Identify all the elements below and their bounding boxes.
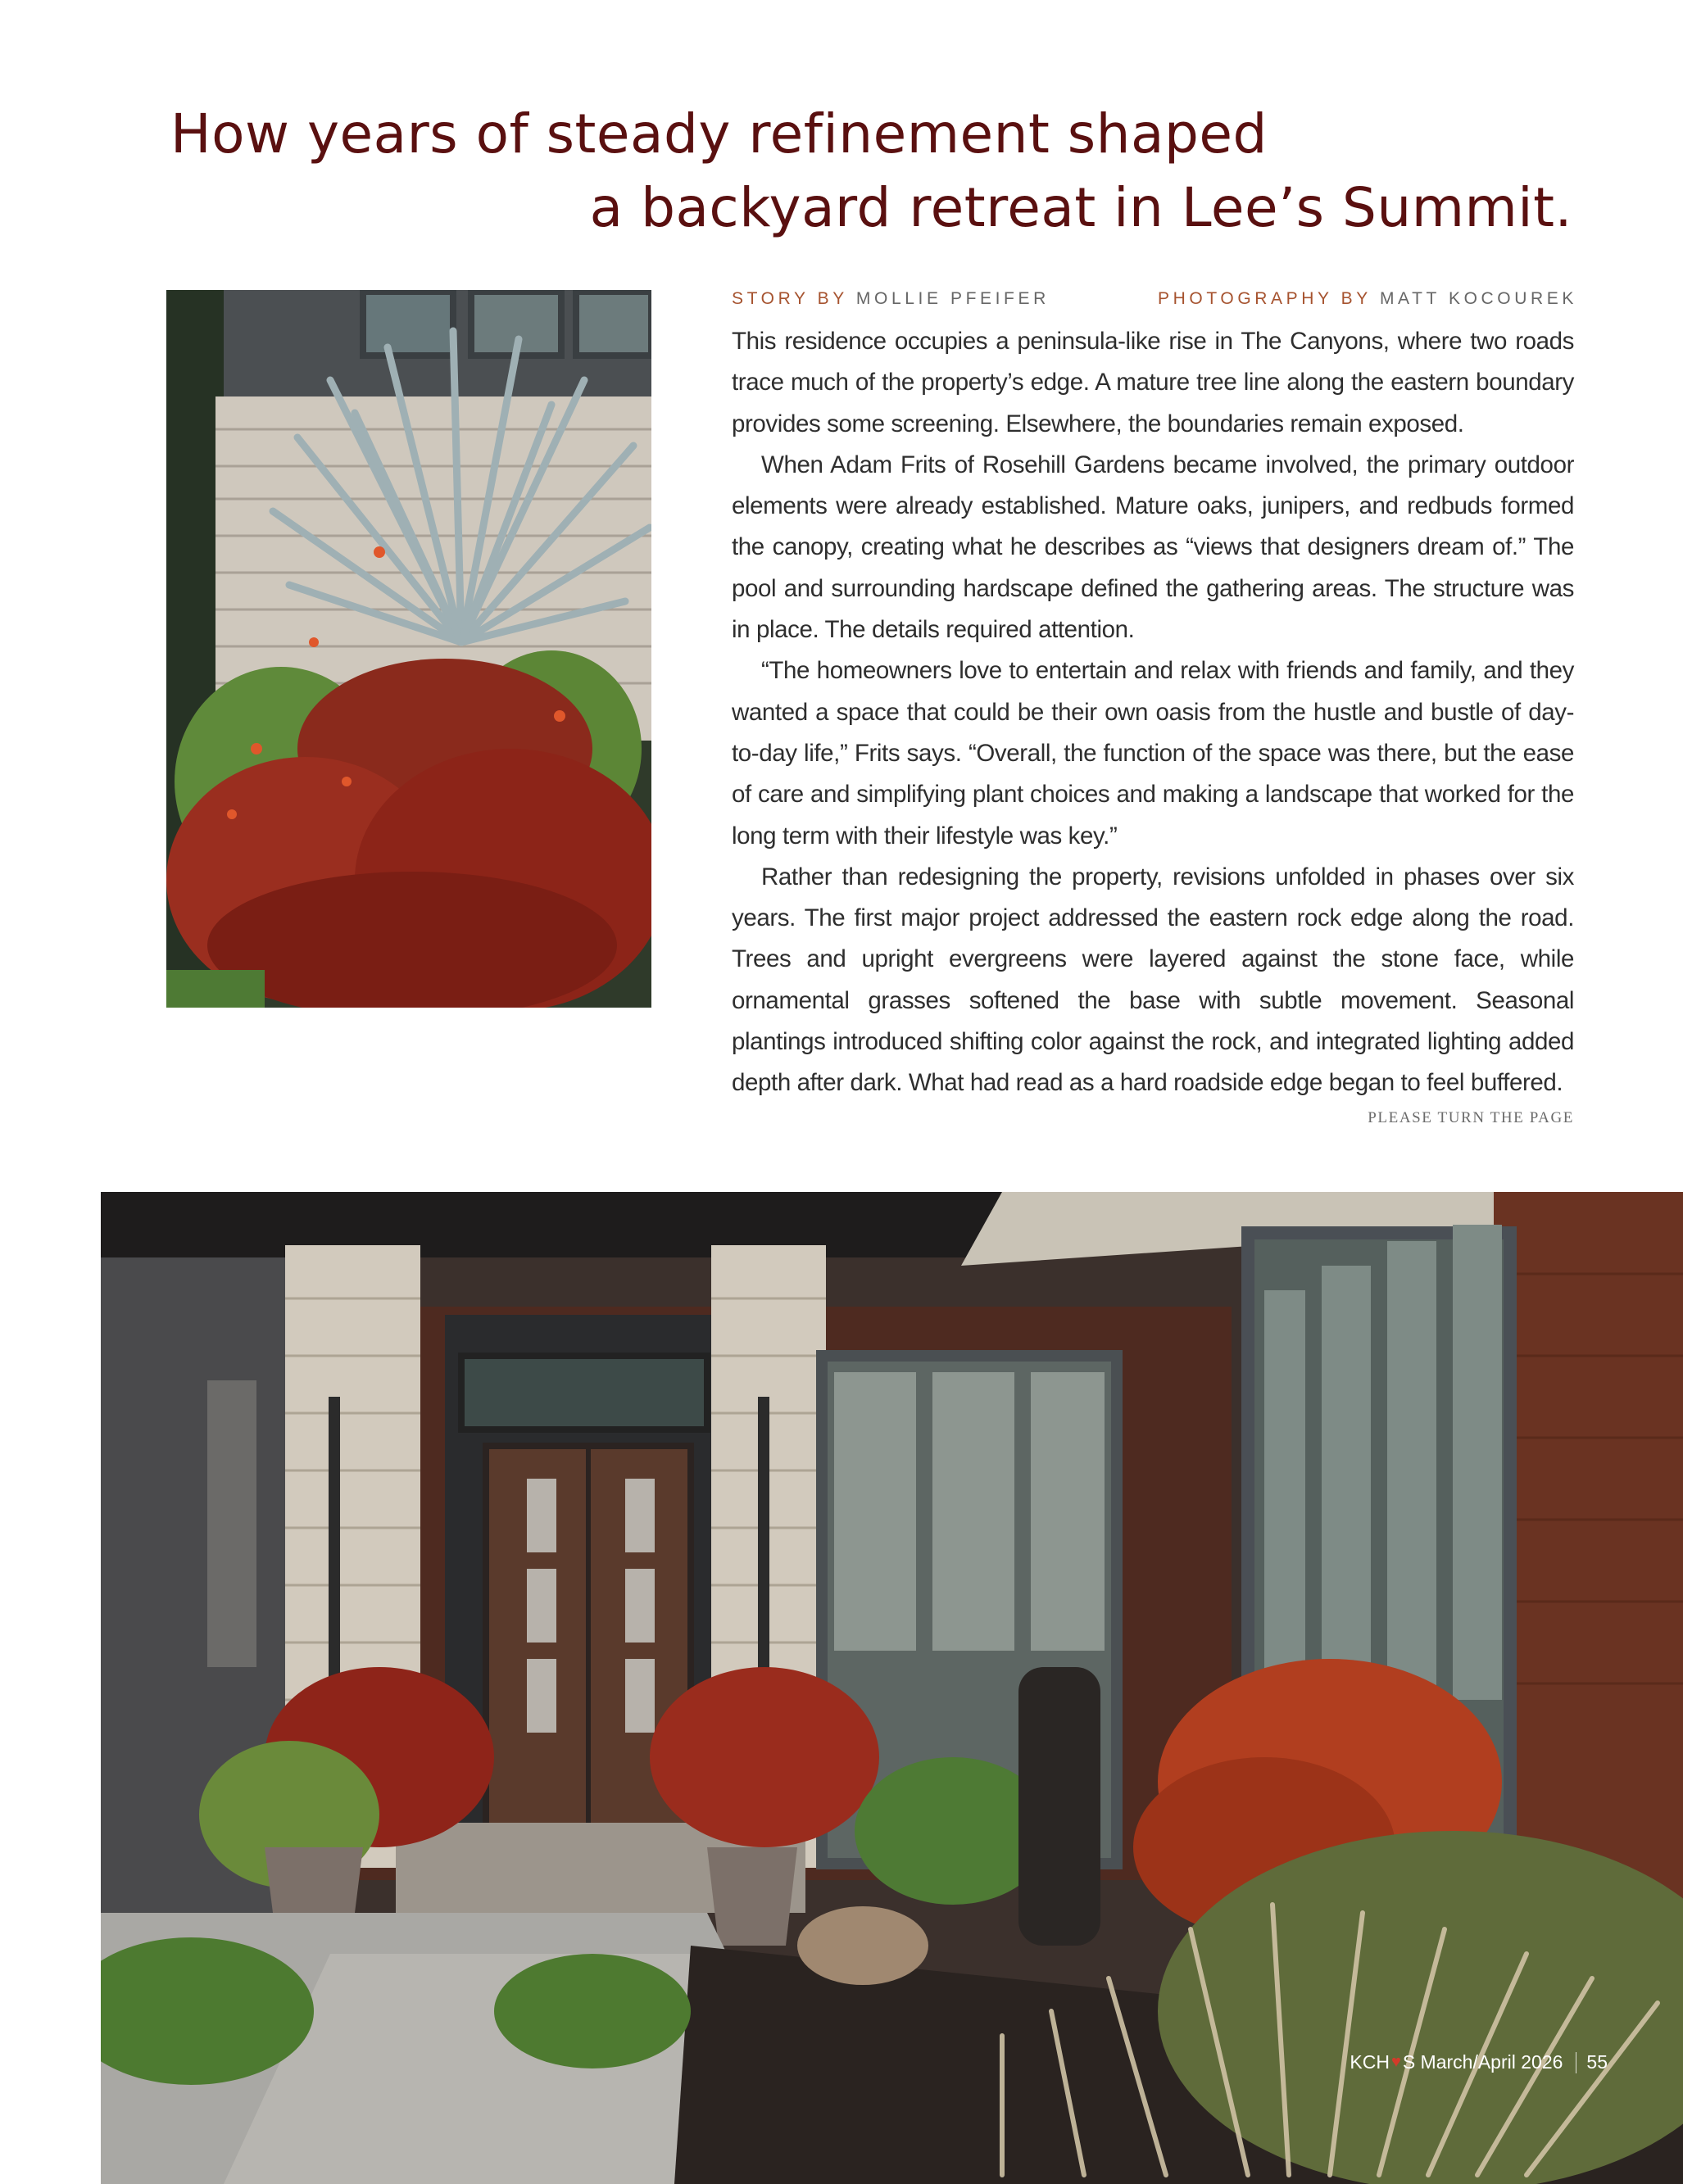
body-paragraph: This residence occupies a peninsula-like rise in The Canyons, where two roads trace much of the property’s edge. A mature tree line along the eastern boundary provides some screening. Elsewhere, the boundaries remain exposed. — [732, 328, 1574, 437]
photo-house-entry-landscape — [101, 1192, 1683, 2184]
body-paragraph: Rather than redesigning the property, revisions unfolded in phases over six years. The first major project addressed the eastern rock edge along the road. Trees and upright evergreens were layered against the stone face, while ornamental grasses softened the base with subtle movement. Seasonal plantings introduced shifting color against the rock, and integrated lighting added depth after dark. What had read as a hard roadside edge began to feel buffered. — [732, 863, 1574, 1097]
article-body — [732, 321, 1574, 1104]
story-credit — [732, 287, 1050, 311]
magazine-logo — [1350, 2051, 1415, 2073]
story-credit-name: MOLLIE PFEIFER — [855, 289, 1050, 308]
continuation-note: PLEASE TURN THE PAGE — [1368, 1109, 1574, 1126]
photography-credit-name: MATT KOCOUREK — [1379, 289, 1577, 308]
headline-line-2: a backyard retreat in Lee’s Summit. — [589, 176, 1572, 239]
heart-icon: ♥ — [1390, 2053, 1401, 2071]
headline-line-1: How years of steady refinement shaped — [170, 102, 1268, 165]
page-number: 55 — [1586, 2051, 1608, 2073]
body-paragraph: “The homeowners love to entertain and relax with friends and family, and they wanted a space that could be their own oasis from the hustle and bustle of day-to-day life,” Frits says. “Overall, the function of the space was there, but the ease of care and simplifying plant choices and making a landscape that worked for the long term with their lifestyle was key.” — [732, 657, 1574, 850]
photo-palm-coleus-planting — [166, 290, 651, 1008]
photography-credit-role: PHOTOGRAPHY BY — [1158, 289, 1372, 308]
photography-credit — [1158, 287, 1577, 311]
magazine-logo-suffix: S — [1402, 2051, 1416, 2073]
issue-date: March/April 2026 — [1420, 2051, 1563, 2073]
magazine-logo-prefix: KCH — [1350, 2051, 1390, 2073]
page-footer — [1350, 2051, 1608, 2073]
credits-line — [732, 287, 1577, 311]
story-credit-role: STORY BY — [732, 289, 848, 308]
body-paragraph: When Adam Frits of Rosehill Gardens became involved, the primary outdoor elements were already established. Mature oaks, junipers, and redbuds formed the canopy, creating what he describes as “views that designers dream of.” The pool and surrounding hardscape defined the gathering areas. The structure was in place. The details required attention. — [732, 451, 1574, 644]
